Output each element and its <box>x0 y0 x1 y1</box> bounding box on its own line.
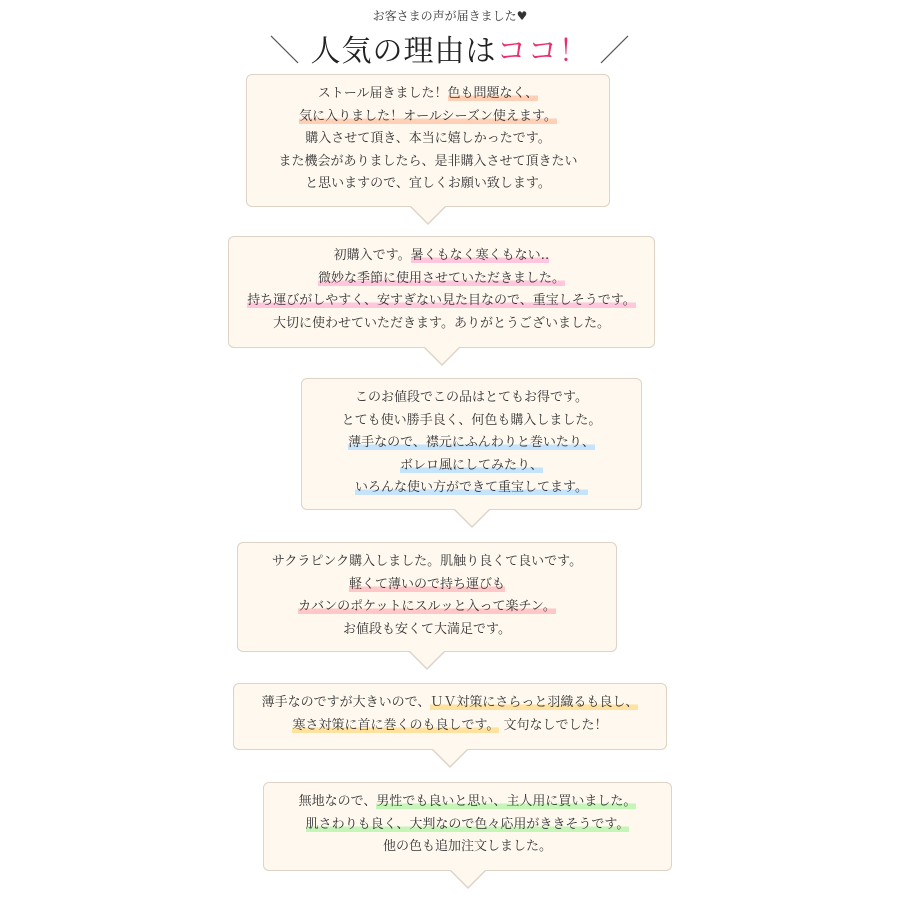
review-text <box>257 83 599 196</box>
highlighted-text: 寒さ対策に首に巻くのも良しです。 <box>292 717 500 733</box>
review-line <box>248 619 606 642</box>
highlighted-text: カバンのポケットにスルッと入って楽チン。 <box>298 599 556 614</box>
review-line <box>239 268 644 291</box>
highlighted-text: 微妙な季節に使用させていただきました。 <box>317 270 565 286</box>
review-line <box>257 128 599 151</box>
review-line <box>312 455 631 478</box>
review-text-segment: このお値段でこの品はとてもお得です。 <box>355 390 588 405</box>
review-text <box>312 387 631 500</box>
review-line <box>312 387 631 410</box>
review-line <box>312 432 631 455</box>
review-text <box>248 551 606 641</box>
review-text-segment: 初購入です。 <box>333 248 411 263</box>
review-line <box>274 814 661 837</box>
review-line <box>274 836 661 859</box>
highlighted-text: 持ち運びがしやすく、安すぎない見た目なので、重宝しそうです。 <box>247 293 636 308</box>
speech-tail <box>449 870 487 889</box>
review-text-segment: お値段も安くて大満足です。 <box>343 621 511 637</box>
title-main-text: 人気の理由は <box>310 34 497 69</box>
review-line <box>248 596 606 619</box>
highlighted-text: 男性でも良いと思い、主人用に買いました。 <box>376 794 637 809</box>
review-text <box>244 692 656 737</box>
review-bubble-1 <box>246 74 610 207</box>
speech-tail <box>423 347 461 366</box>
title-slash-left: ＼ <box>269 34 301 69</box>
highlighted-text: いろんな使い方ができて重宝してます。 <box>355 480 588 495</box>
highlighted-text: ＵＶ対策にさらっと羽織るも良し、 <box>430 695 639 710</box>
highlighted-text: 薄手なので、襟元にふんわりと巻いたり、 <box>348 435 595 450</box>
review-line <box>248 551 606 574</box>
review-line <box>248 574 606 597</box>
review-line <box>274 791 661 814</box>
review-text-segment: 薄手なのですが大きいので、 <box>261 695 431 710</box>
review-text-segment: と思いますので、宜しくお願い致します。 <box>305 176 551 191</box>
review-line <box>257 83 599 106</box>
subtitle: お客さまの声が届きました♥ <box>372 9 528 23</box>
review-text-segment: 文句なしでした！ <box>499 717 608 733</box>
review-line <box>239 313 644 336</box>
review-line <box>239 290 644 313</box>
review-bubble-4 <box>237 542 617 652</box>
speech-tail <box>431 749 469 768</box>
review-text-segment: 購入させて頂き、本当に嬉しかったです。 <box>305 131 551 146</box>
page-title <box>0 26 900 69</box>
highlighted-text: 気に入りました！オールシーズン使えます。 <box>299 108 557 124</box>
title-slash-right: ／ <box>599 34 631 69</box>
highlighted-text: 暑くもなく寒くもない‥ <box>410 248 550 263</box>
review-text <box>239 245 644 335</box>
speech-tail <box>409 206 447 225</box>
review-text-segment: 他の色も追加注文しました。 <box>382 839 552 854</box>
review-line <box>239 245 644 268</box>
review-bubble-3 <box>301 378 642 510</box>
review-text-segment: とても使い勝手良く、何色も購入しました。 <box>341 412 602 428</box>
review-line <box>312 477 631 500</box>
review-line <box>244 715 656 738</box>
review-text-segment: また機会がありましたら、是非購入させて頂きたい <box>278 153 578 169</box>
review-text <box>274 791 661 859</box>
review-bubble-6 <box>263 782 672 871</box>
title-accent-text: ココ！ <box>496 34 590 69</box>
review-text-segment: サクラピンク購入しました。肌触り良くて良いです。 <box>271 554 583 569</box>
review-line <box>257 106 599 129</box>
review-text-segment: 無地なので、 <box>298 794 377 809</box>
review-line <box>244 692 656 715</box>
review-line <box>312 410 631 433</box>
speech-tail <box>408 651 446 670</box>
review-bubble-5 <box>233 683 667 750</box>
review-line <box>257 151 599 174</box>
highlighted-text: 色も問題なく、 <box>447 86 539 101</box>
highlighted-text: 軽くて薄いので持ち運びも <box>348 576 505 592</box>
review-bubble-2 <box>228 236 655 348</box>
highlighted-text: 肌さわりも良く、大判なので色々応用がききそうです。 <box>305 816 630 832</box>
review-line <box>257 173 599 196</box>
review-text-segment: ストール届きました！ <box>317 86 448 101</box>
speech-tail <box>453 509 491 528</box>
highlighted-text: ボレロ風にしてみたり、 <box>399 457 543 473</box>
review-text-segment: 大切に使わせていただきます。ありがとうございました。 <box>273 315 610 331</box>
